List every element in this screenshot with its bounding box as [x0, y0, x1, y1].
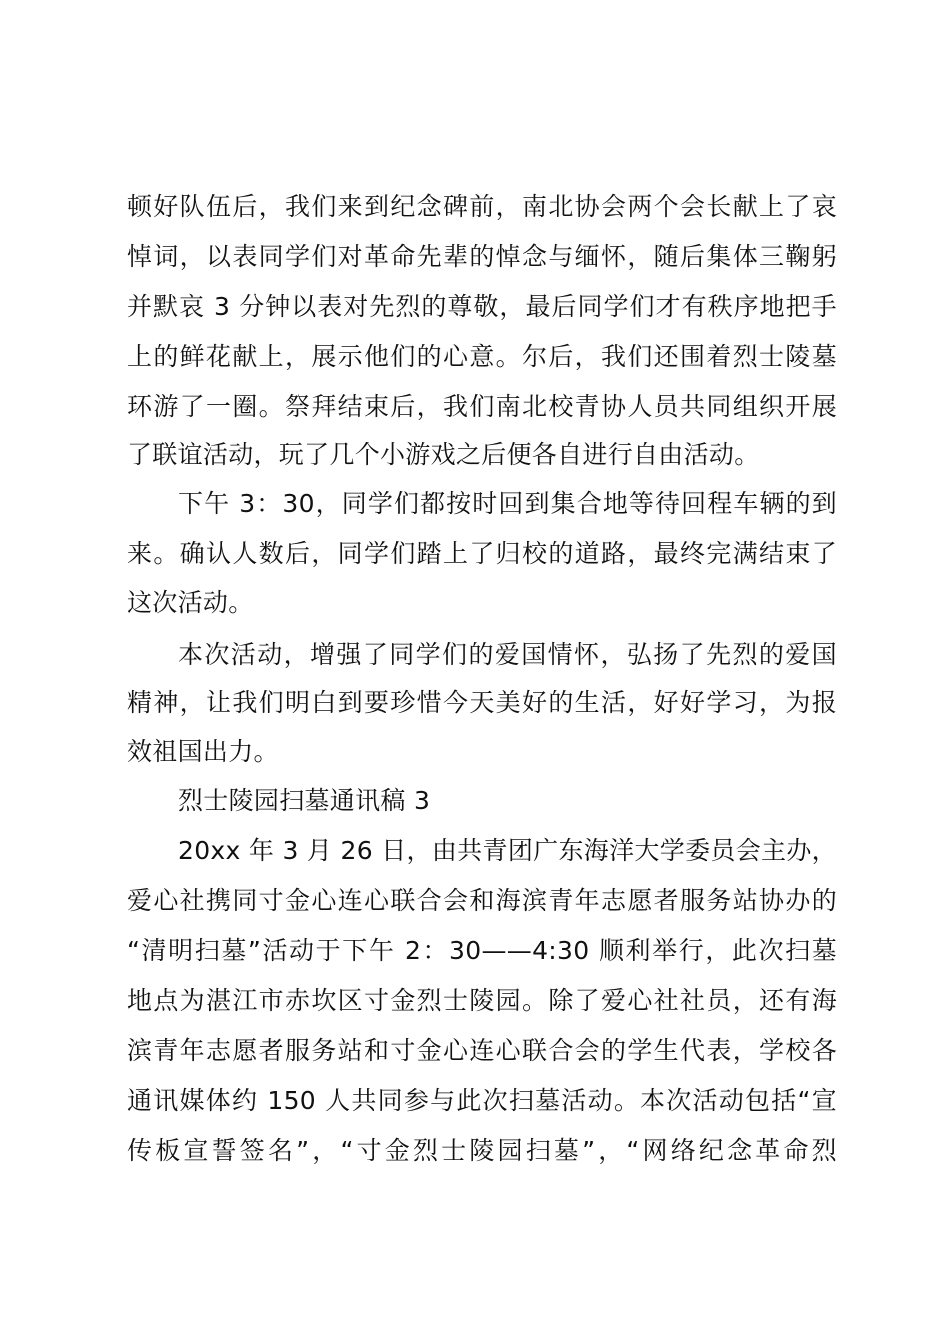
text-line: “清明扫墓”活动于下午 2：30——4:30 顺利举行，此次扫墓 [127, 936, 837, 965]
text-line: 滨青年志愿者服务站和寸金心连心联合会的学生代表，学校各 [127, 1036, 837, 1065]
paragraph-first-line: 下午 3：30，同学们都按时回到集合地等待回程车辆的到 [178, 489, 837, 518]
text-line: 精神，让我们明白到要珍惜今天美好的生活，好好学习，为报 [127, 688, 837, 717]
text-line: 并默哀 3 分钟以表对先烈的尊敬，最后同学们才有秩序地把手 [127, 292, 837, 321]
text-line: 顿好队伍后，我们来到纪念碑前，南北协会两个会长献上了哀 [127, 192, 837, 221]
text-line: 传板宣誓签名”，“寸金烈士陵园扫墓”，“网络纪念革命烈 [127, 1136, 837, 1165]
text-line: 通讯媒体约 150 人共同参与此次扫墓活动。本次活动包括“宣 [127, 1086, 837, 1115]
text-line: 爱心社携同寸金心连心联合会和海滨青年志愿者服务站协办的 [127, 886, 837, 915]
text-line: 上的鲜花献上，展示他们的心意。尔后，我们还围着烈士陵墓 [127, 342, 837, 371]
text-line: 这次活动。 [127, 588, 254, 617]
paragraph-first-line: 本次活动，增强了同学们的爱国情怀，弘扬了先烈的爱国 [178, 640, 837, 669]
paragraph-first-line: 20xx 年 3 月 26 日，由共青团广东海洋大学委员会主办， [178, 836, 837, 865]
section-heading: 烈士陵园扫墓通讯稿 3 [178, 786, 431, 815]
text-line: 地点为湛江市赤坎区寸金烈士陵园。除了爱心社社员，还有海 [127, 986, 837, 1015]
text-line: 了联谊活动，玩了几个小游戏之后便各自进行自由活动。 [127, 440, 760, 469]
text-line: 环游了一圈。祭拜结束后，我们南北校青协人员共同组织开展 [127, 392, 837, 421]
text-line: 悼词，以表同学们对革命先辈的悼念与缅怀，随后集体三鞠躬 [127, 242, 837, 271]
text-line: 来。确认人数后，同学们踏上了归校的道路，最终完满结束了 [127, 539, 837, 568]
text-line: 效祖国出力。 [127, 737, 279, 766]
